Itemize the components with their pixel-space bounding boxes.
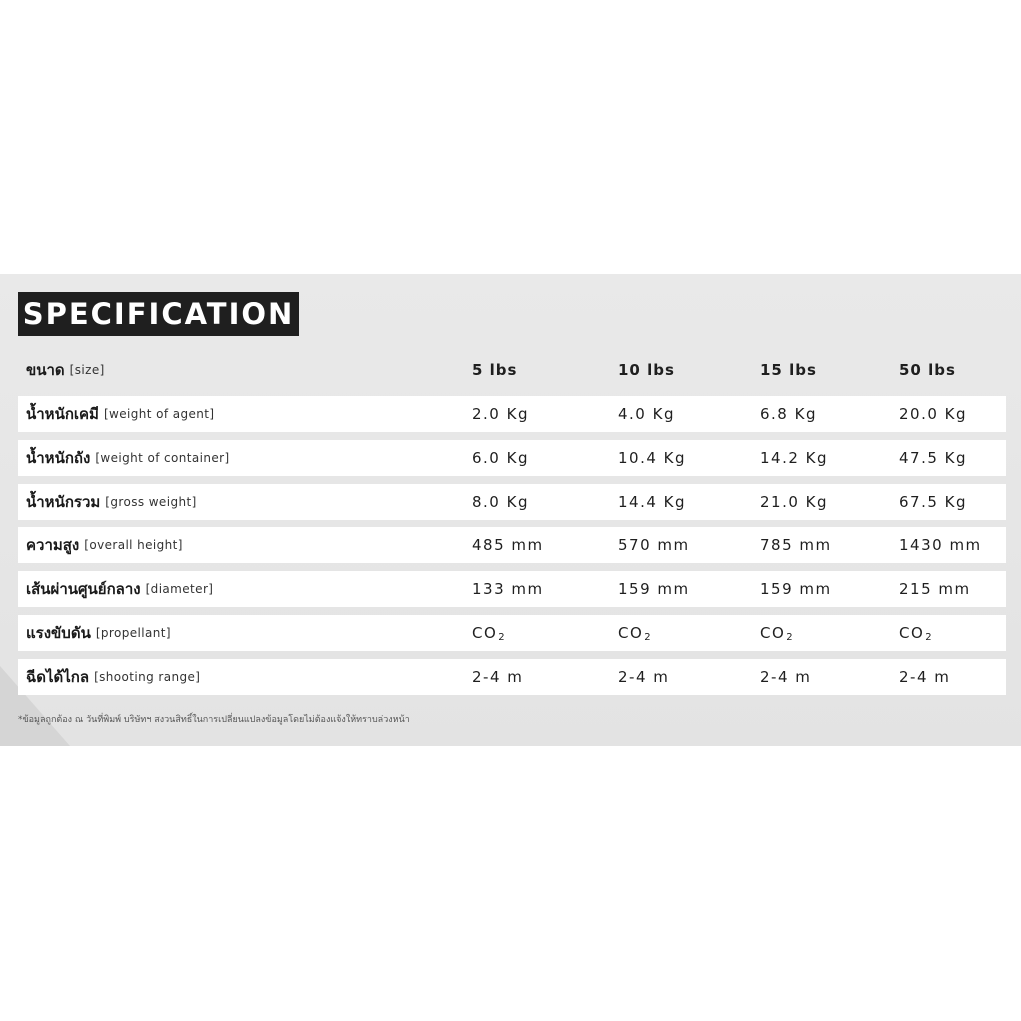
row-label-th: เส้นผ่านศูนย์กลาง [26, 580, 141, 598]
row-value: 10.4 Kg [618, 449, 687, 467]
column-header-10lbs: 10 lbs [618, 361, 675, 379]
value-subscript: 2 [925, 631, 934, 643]
header-label-th: ขนาด [26, 361, 65, 379]
row-value: 14.2 Kg [760, 449, 829, 467]
row-label-th: ฉีดได้ไกล [26, 668, 90, 686]
spec-row-propellant [18, 615, 1006, 651]
row-value: 8.0 Kg [472, 493, 529, 511]
column-header-50lbs: 50 lbs [899, 361, 956, 379]
spec-title-box [18, 292, 299, 336]
row-value: 215 mm [899, 580, 971, 598]
row-value: 2-4 m [472, 668, 524, 686]
disclaimer-note: *ข้อมูลถูกต้อง ณ วันที่พิมพ์ บริษัทฯ สงวนสิทธิ์ในการเปลี่ยนแปลงข้อมูลโดยไม่ต้องแจ้งให้ทราบล่วงหน้า [18, 715, 410, 725]
row-value: 6.0 Kg [472, 449, 529, 467]
value-subscript: 2 [786, 631, 795, 643]
row-label-th: น้ำหนักเคมี [26, 405, 99, 423]
row-value: 570 mm [618, 536, 690, 554]
row-value: 133 mm [472, 580, 544, 598]
row-label-en: [diameter] [145, 582, 214, 596]
value-text: CO [899, 624, 925, 642]
spec-row-gross-weight [18, 484, 1006, 520]
row-value: 21.0 Kg [760, 493, 829, 511]
row-value: 2.0 Kg [472, 405, 529, 423]
row-value: 14.4 Kg [618, 493, 687, 511]
spec-row-weight-of-container [18, 440, 1006, 476]
spec-title: SPECIFICATION [22, 297, 295, 331]
row-value [899, 615, 933, 651]
row-label-en: [propellant] [95, 626, 171, 640]
spec-row-shooting-range [18, 659, 1006, 695]
row-label-th: น้ำหนักรวม [26, 493, 101, 511]
row-label-th: ความสูง [26, 536, 80, 554]
value-text: CO [618, 624, 644, 642]
row-label [26, 396, 214, 432]
row-label-en: [shooting range] [94, 670, 201, 684]
row-label-th: แรงขับดัน [26, 624, 91, 642]
row-value [472, 615, 506, 651]
row-value: 2-4 m [760, 668, 812, 686]
header-label-en: [size] [69, 363, 105, 377]
value-subscript: 2 [644, 631, 653, 643]
row-label-en: [gross weight] [105, 495, 197, 509]
row-value: 6.8 Kg [760, 405, 817, 423]
row-value [618, 615, 652, 651]
value-text: CO [472, 624, 498, 642]
value-subscript: 2 [498, 631, 507, 643]
row-label [26, 571, 213, 607]
row-value: 159 mm [760, 580, 832, 598]
row-value: 2-4 m [618, 668, 670, 686]
row-value: 2-4 m [899, 668, 951, 686]
row-label-en: [weight of agent] [103, 407, 215, 421]
row-value: 47.5 Kg [899, 449, 968, 467]
row-label-en: [weight of container] [95, 451, 230, 465]
column-header-15lbs: 15 lbs [760, 361, 817, 379]
row-value: 20.0 Kg [899, 405, 968, 423]
row-label [26, 440, 230, 476]
spec-row-weight-of-agent [18, 396, 1006, 432]
row-label-en: [overall height] [84, 538, 183, 552]
row-label [26, 615, 171, 651]
spec-header-row [18, 355, 1006, 385]
row-label [26, 527, 183, 563]
row-value [760, 615, 794, 651]
row-value: 485 mm [472, 536, 544, 554]
row-label-th: น้ำหนักถัง [26, 449, 91, 467]
header-label [26, 355, 105, 385]
row-value: 785 mm [760, 536, 832, 554]
spec-row-diameter [18, 571, 1006, 607]
row-value: 1430 mm [899, 536, 982, 554]
row-value: 4.0 Kg [618, 405, 675, 423]
row-value: 159 mm [618, 580, 690, 598]
value-text: CO [760, 624, 786, 642]
row-label [26, 484, 197, 520]
row-label [26, 659, 200, 695]
column-header-5lbs: 5 lbs [472, 361, 518, 379]
spec-row-overall-height [18, 527, 1006, 563]
row-value: 67.5 Kg [899, 493, 968, 511]
